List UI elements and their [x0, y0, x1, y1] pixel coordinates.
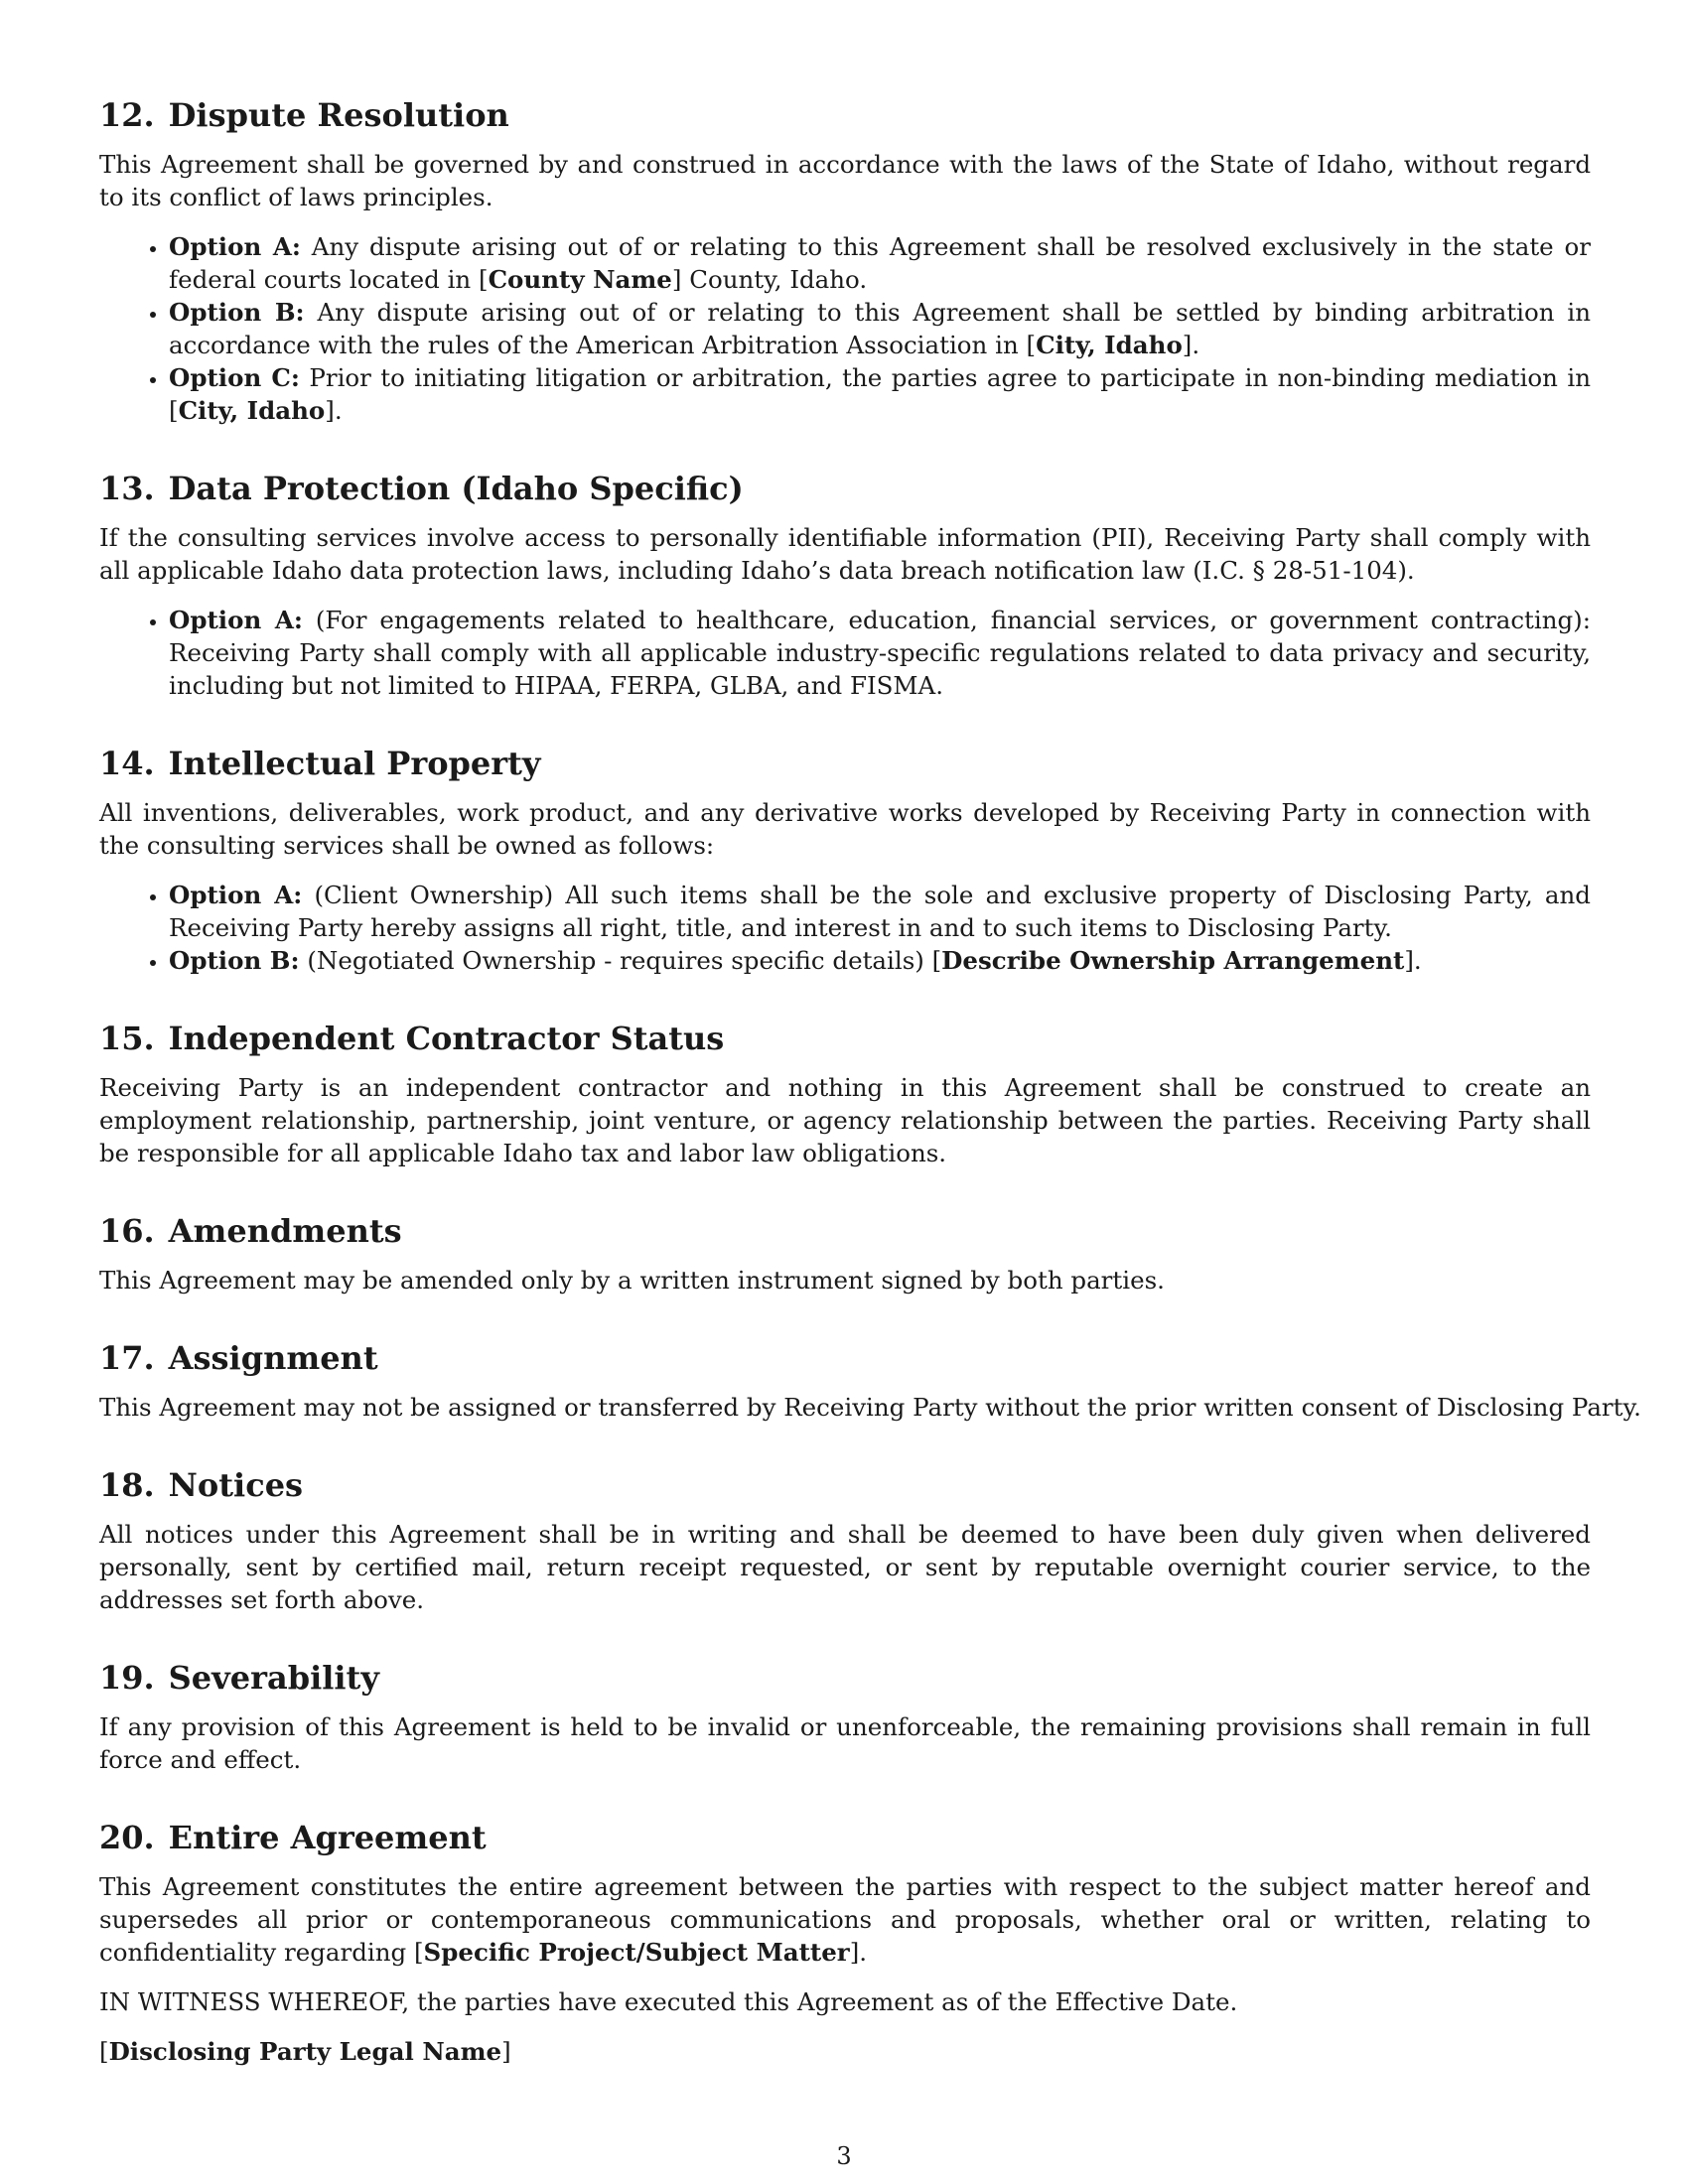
section-14-option-a: • Option A: (Client Ownership) All such items shall be the sole and exclusive property of Disclosing Party, and Receiving Party hereby assigns all right, title, and interest in and to such items to Disclosing Party. — [169, 879, 1591, 944]
section-18-heading: 18. Notices — [99, 1466, 304, 1504]
section-13-intro: If the consulting services involve access to personally identifiable information (PII), Receiving Party shall comply with all applicable Idaho data protection laws, including Idaho’s data breach notification law (I.C. § 28-51-104). — [99, 523, 1591, 585]
section-19-heading: 19. Severability — [99, 1659, 379, 1697]
section-12-heading: 12. Dispute Resolution — [99, 96, 509, 134]
section-13-heading: 13. Data Protection (Idaho Specific) — [99, 470, 744, 507]
section-15 — [99, 1019, 1591, 1169]
section-15-body: Receiving Party is an independent contractor and nothing in this Agreement shall be construed to create an employment relationship, partnership, joint venture, or agency relationship between the parties. Receiving Party shall be responsible for all applicable Idaho tax and labor law obligations. — [99, 1073, 1591, 1167]
section-19 — [99, 1658, 1591, 1776]
section-14-options — [99, 879, 1591, 977]
section-18-body: All notices under this Agreement shall be in writing and shall be deemed to have been duly given when delivered personally, sent by certified mail, return receipt requested, or sent by reputable overnight courier service, to the addresses set forth above. — [99, 1520, 1591, 1614]
section-12-option-c: • Option C: Prior to initiating litigation or arbitration, the parties agree to participate in non-binding mediation in [City, Idaho]. — [169, 361, 1591, 427]
section-12-option-a: • Option A: Any dispute arising out of or relating to this Agreement shall be resolved exclusively in the state or federal courts located in [County Name] County, Idaho. — [169, 230, 1591, 296]
page-number: 3 — [836, 2142, 852, 2170]
section-19-body: If any provision of this Agreement is held to be invalid or unenforceable, the remaining provisions shall remain in full force and effect. — [99, 1712, 1591, 1774]
signature-party-name: [Disclosing Party Legal Name] — [99, 2037, 511, 2066]
section-12-intro: This Agreement shall be governed by and construed in accordance with the laws of the State of Idaho, without regard to its conflict of laws principles. — [99, 150, 1591, 211]
section-13-option-a: • Option A: (For engagements related to healthcare, education, financial services, or government contracting): Receiving Party shall comply with all applicable industry-specific regulations related to data privacy and security, including but not limited to HIPAA, FERPA, GLBA, and FISMA. — [169, 604, 1591, 702]
section-18 — [99, 1465, 1591, 1616]
section-17 — [99, 1338, 1641, 1424]
section-16-heading: 16. Amendments — [99, 1212, 402, 1250]
document-page — [99, 95, 1641, 2068]
section-12-option-b: • Option B: Any dispute arising out of or relating to this Agreement shall be settled by binding arbitration in accordance with the rules of the American Arbitration Association in [City, Idaho]. — [169, 296, 1591, 361]
section-13-options — [99, 604, 1591, 702]
section-14-option-b: • Option B: (Negotiated Ownership - requires specific details) [Describe Ownership Arrangement]. — [169, 944, 1591, 977]
section-15-heading: 15. Independent Contractor Status — [99, 1020, 725, 1057]
section-17-heading: 17. Assignment — [99, 1339, 378, 1377]
witness-clause: IN WITNESS WHEREOF, the parties have executed this Agreement as of the Effective Date. — [99, 1987, 1238, 2016]
section-14-intro: All inventions, deliverables, work product, and any derivative works developed by Receiving Party in connection with the consulting services shall be owned as follows: — [99, 798, 1591, 860]
section-16 — [99, 1211, 1591, 1297]
section-12-options — [99, 230, 1591, 427]
section-14-heading: 14. Intellectual Property — [99, 745, 541, 782]
section-16-body: This Agreement may be amended only by a written instrument signed by both parties. — [99, 1266, 1165, 1295]
section-17-body: This Agreement may not be assigned or transferred by Receiving Party without the prior written consent of Disclosing Party. — [99, 1393, 1641, 1422]
section-20-body: This Agreement constitutes the entire agreement between the parties with respect to the subject matter hereof and supersedes all prior or contemporaneous communications and proposals, whether oral or written, relating to confidentiality regarding [Specific Project/Subject Matter]. — [99, 1872, 1591, 1967]
section-20 — [99, 1818, 1591, 2068]
section-20-heading: 20. Entire Agreement — [99, 1819, 487, 1856]
